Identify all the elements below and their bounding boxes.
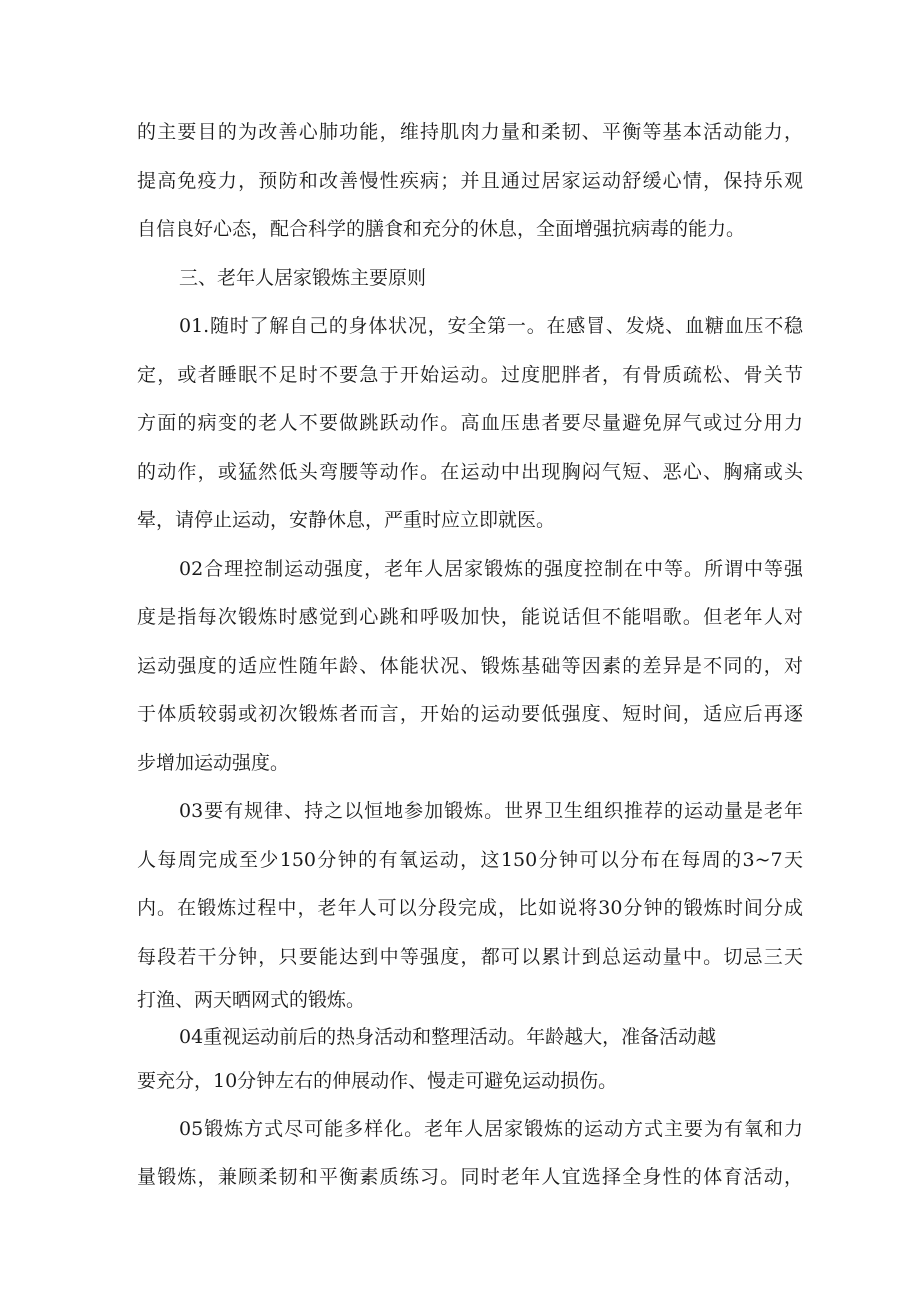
paragraph-line: 量锻炼，兼顾柔韧和平衡素质练习。同时老年人宜选择全身性的体育活动， bbox=[137, 1166, 803, 1188]
paragraph-line: 提高免疫力，预防和改善慢性疾病；并且通过居家运动舒缓心情，保持乐观 bbox=[137, 170, 803, 192]
section-heading: 三、老年人居家锻炼主要原则 bbox=[179, 267, 427, 289]
paragraph-line: 03要有规律、持之以恒地参加锻炼。世界卫生组织推荐的运动量是老年 bbox=[179, 800, 803, 822]
paragraph-line: 的主要目的为改善心肺功能，维持肌肉力量和柔韧、平衡等基本活动能力， bbox=[137, 121, 803, 143]
paragraph-line: 步增加运动强度。 bbox=[137, 752, 290, 774]
paragraph-line: 02合理控制运动强度，老年人居家锻炼的强度控制在中等。所谓中等强 bbox=[179, 558, 803, 580]
paragraph-line: 晕，请停止运动，安静休息，严重时应立即就医。 bbox=[137, 509, 556, 531]
paragraph-line: 04重视运动前后的热身活动和整理活动。年龄越大，准备活动越 bbox=[179, 1026, 717, 1048]
paragraph-line: 01.随时了解自己的身体状况，安全第一。在感冒、发烧、血糖血压不稳 bbox=[179, 315, 803, 337]
paragraph-line: 要充分，10分钟左右的伸展动作、慢走可避免运动损伤。 bbox=[137, 1070, 618, 1092]
paragraph-line: 每段若干分钟，只要能达到中等强度，都可以累计到总运动量中。切忌三天 bbox=[137, 946, 803, 968]
paragraph-line: 方面的病变的老人不要做跳跃动作。高血压患者要尽量避免屏气或过分用力 bbox=[137, 412, 803, 434]
paragraph-line: 打渔、两天晒网式的锻炼。 bbox=[137, 989, 366, 1011]
paragraph-line: 度是指每次锻炼时感觉到心跳和呼吸加快，能说话但不能唱歌。但老年人对 bbox=[137, 606, 803, 628]
paragraph-line: 运动强度的适应性随年龄、体能状况、锻炼基础等因素的差异是不同的，对 bbox=[137, 655, 803, 677]
paragraph-line: 自信良好心态，配合科学的膳食和充分的休息，全面增强抗病毒的能力。 bbox=[137, 218, 746, 240]
paragraph-line: 人每周完成至少150分钟的有氧运动，这150分钟可以分布在每周的3~7天 bbox=[137, 849, 803, 871]
paragraph-line: 的动作，或猛然低头弯腰等动作。在运动中出现胸闷气短、恶心、胸痛或头 bbox=[137, 461, 803, 483]
paragraph-line: 定，或者睡眠不足时不要急于开始运动。过度肥胖者，有骨质疏松、骨关节 bbox=[137, 364, 803, 386]
paragraph-line: 05锻炼方式尽可能多样化。老年人居家锻炼的运动方式主要为有氧和力 bbox=[179, 1118, 803, 1140]
paragraph-line: 于体质较弱或初次锻炼者而言，开始的运动要低强度、短时间，适应后再逐 bbox=[137, 703, 803, 725]
paragraph-line: 内。在锻炼过程中，老年人可以分段完成，比如说将30分钟的锻炼时间分成 bbox=[137, 897, 803, 919]
